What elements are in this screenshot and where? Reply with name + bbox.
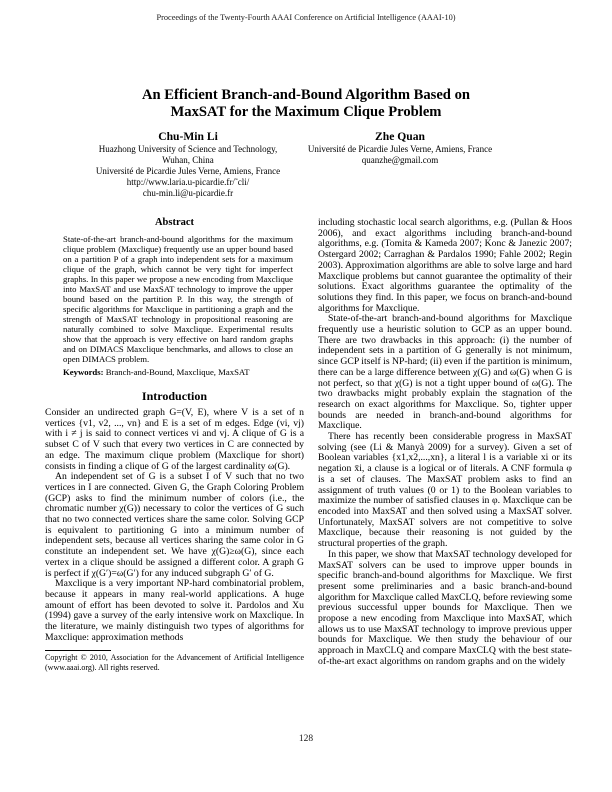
page-number: 128 [298,734,314,744]
author-affiliation-line: Université de Picardie Jules Verne, Amiens, France [95,165,281,176]
author-name: Chu-Min Li [158,130,218,143]
keywords-line [63,367,293,377]
author-block-zhe-quan [250,130,550,166]
intro-paragraph-3: Maxclique is a very important NP-hard combinatorial problem, because it appears in many real-world applications. A huge amount of effort has been devoted to solve it. Pardolos and Xu (1994) gave a survey of the early intensive work on Maxclique. In the literature, we mainly distinguish two types of algorithms for Maxclique: approximation methods [45,578,304,643]
paper-title-line-2: MaxSAT for the Maximum Clique Problem [170,103,442,120]
keywords-text: Branch-and-Bound, Maxclique, MaxSAT [103,367,250,377]
copyright-text: Copyright © 2010, Association for the Advancement of Artificial Intelligence (www.aaai.org). All rights reserved. [45,653,304,673]
right-paragraph-2: State-of-the-art branch-and-bound algorithms for Maxclique frequently use a heuristic solution to GCP as an upper bound. There are two drawbacks in this approach: (i) the number of independent sets in a partition of G generally is not minimum, since GCP itself is NP-hard; (ii) even if the partition is minimum, there can be a large difference between χ(G) and ω(G) when G is not perfect, so that χ(G) is not a tight upper bound of ω(G). The two drawbacks might probably explain the stagnation of the research on exact algorithms for Maxclique. So, tighter upper bounds are needed in branch-and-bound algorithms for Maxclique. [318,313,572,432]
intro-paragraph-2: An independent set of G is a subset I of V such that no two vertices in I are connected. Given G, the Graph Coloring Problem (GCP) asks to find the minimum number of colors (i.e., the chromatic number χ(G)) necessary to color the vertices of G such that no two connected vertices share the same color. Solving GCP is equivalent to partitioning G into a minimum number of independent sets, because all vertices sharing the same color in G constitute an independent set. We have χ(G)≥ω(G), since each vertex in a clique should be assigned a different color. A graph G is perfect if χ(G′)=ω(G′) for any induced subgraph G′ of G. [45,471,304,579]
copyright-footnote [45,650,304,672]
paper-title [0,87,612,120]
author-name: Zhe Quan [375,130,425,143]
abstract-heading: Abstract [154,217,195,228]
abstract-text: State-of-the-art branch-and-bound algorithms for the maximum clique problem (Maxclique) frequently use an upper bound based on a partition P of a graph into independent sets for a maximum clique of the graph, which cannot be very tight for imperfect graphs. In this paper we propose a new encoding from Maxclique into MaxSAT and use MaxSAT technology to improve the upper bound based on the partition P. In this way, the strength of specific algorithms for Maxclique in partitioning a graph and the strength of MaxSAT technology in propositional reasoning are naturally combined to solve Maxclique. Experimental results show that the approach is very effective on hard random graphs and on DIMACS Maxclique benchmarks, and allows to close an open DIMACS problem. [63,234,293,364]
left-column [45,216,304,673]
introduction-heading: Introduction [141,389,208,403]
footnote-rule [45,650,111,651]
right-paragraph-1: including stochastic local search algorithms, e.g. (Pullan & Hoos 2006), and exact algorithms including branch-and-bound algorithms, e.g. (Tomita & Kameda 2007; Konc & Janezic 2007; Ostergard 2002; Carraghan & Pardalos 1990; Fahle 2002; Regin 2003). Approximation algorithms are able to solve large and hard Maxclique problems but cannot guarantee the optimality of their solutions. Exact algorithms guarantee the optimality of the solutions they find. In this paper, we focus on branch-and-bound algorithms for Maxclique. [318,217,572,314]
author-homepage-url: http://www.laria.u-picardie.fr/˜cli/ [126,176,250,187]
author-affiliation-line: Wuhan, China [162,154,214,165]
two-column-body [45,216,572,673]
proceedings-header: Proceedings of the Twenty-Fourth AAAI Conference on Artificial Intelligence (AAAI-10) [156,13,456,22]
keywords-label: Keywords: [63,367,104,377]
author-affiliation-line: Université de Picardie Jules Verne, Amiens, France [307,144,493,154]
author-email: chu-min.li@u-picardie.fr [142,187,234,198]
author-email: quanzhe@gmail.com [361,154,439,165]
author-affiliation-line: Huazhong University of Science and Technology, [98,144,278,154]
authors-row [0,130,612,210]
right-column [318,216,572,673]
right-paragraph-4: In this paper, we show that MaxSAT technology developed for MaxSAT solvers can be used to improve upper bounds in specific branch-and-bound algorithms for Maxclique. We first present some preliminaries and a basic branch-and-bound algorithm for Maxclique called MaxCLQ, before reviewing some previous successful upper bounds for Maxclique. Then we propose a new encoding from Maxclique into MaxSAT, which allows us to use MaxSAT technology to improve previous upper bounds for Maxclique. We then study the behaviour of our approach in MaxCLQ and compare MaxCLQ with the best state-of-the-art exact algorithms on random graphs and on the widely [318,548,572,667]
right-paragraph-3: There has recently been considerable progress in MaxSAT solving (see (Li & Manyà 2009) for a survey). Given a set of Boolean variables {x1,x2,...,xn}, a literal l is a variable xi or its negation x̄i, a clause is a logical or of literals. A CNF formula φ is a set of clauses. The MaxSAT problem asks to find an assignment of truth values (0 or 1) to the Boolean variables to maximize the number of satisfied clauses in φ. Maxclique can be encoded into MaxSAT and then solved using a MaxSAT solver. Unfortunately, MaxSAT solvers are not competitive to solve Maxclique, because their reasoning is not guided by the structural properties of the graph. [318,431,572,550]
intro-paragraph-1: Consider an undirected graph G=(V, E), where V is a set of n vertices {v1, v2, ..., vn} and E is a set of m edges. Edge (vi, vj) with i ≠ j is said to connect vertices vi and vj. A clique of G is a subset C of V such that every two vertices in C are connected by an edge. The maximum clique problem (Maxclique for short) consists in finding a clique of G of the largest cardinality ω(G). [45,407,304,472]
paper-title-line-1: An Efficient Branch-and-Bound Algorithm Based on [141,87,470,103]
